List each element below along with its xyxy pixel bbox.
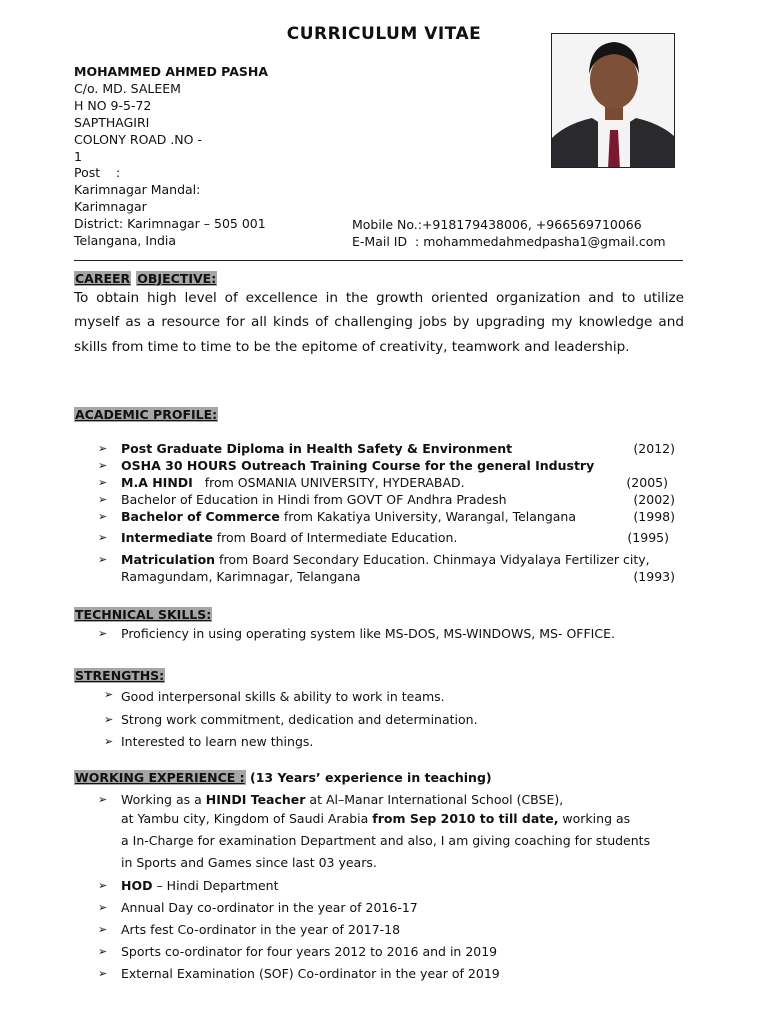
experience-list (98, 791, 691, 986)
candidate-name: MOHAMMED AHMED PASHA (74, 64, 269, 79)
list-item (98, 457, 675, 474)
academic-list (98, 440, 675, 585)
list-item (98, 941, 691, 963)
list-item (98, 919, 691, 941)
qualification-year: (2012) (633, 441, 675, 456)
contact-details (352, 217, 666, 251)
list-item (98, 474, 675, 491)
header-divider (74, 260, 683, 261)
address-line: Post : (74, 165, 121, 181)
arrow-bullet-icon: ➢ (98, 967, 108, 981)
arrow-bullet-icon: ➢ (98, 531, 108, 544)
strengths-heading (74, 665, 165, 684)
list-item (104, 731, 675, 754)
arrow-bullet-icon: ➢ (98, 793, 108, 806)
qualification-year: (2005) (626, 475, 668, 490)
qualification-bold: Intermediate (121, 530, 213, 545)
page-title: CURRICULUM VITAE (286, 24, 482, 44)
qualification-text: from Kakatiya University, Warangal, Telangana (279, 509, 577, 524)
arrow-bullet-icon: ➢ (98, 945, 108, 959)
experience-subtitle: (13 Years’ experience in teaching) (245, 770, 492, 785)
arrow-bullet-icon: ➢ (98, 553, 108, 566)
list-item (104, 709, 675, 732)
profile-photo (551, 33, 675, 168)
arrow-bullet-icon: ➢ (98, 510, 108, 523)
arrow-bullet-icon: ➢ (98, 627, 108, 640)
email-address[interactable]: mohammedahmedpasha1@gmail.com (423, 233, 666, 249)
list-item: ➢ Working as a HINDI Teacher at Al–Manar International School (CBSE), at Yambu city, Kingdom of Saudi Arabia from Sep 2010 to till date, working as a In-Charge for examination Department and also, I am giving coaching for students in Sports and Games since last 03 years. (98, 792, 651, 871)
strengths-heading-label: STRENGTHS: (75, 668, 165, 683)
skill-text: Proficiency in using operating system like MS-DOS, MS-WINDOWS, MS- OFFICE. (121, 626, 615, 641)
address-line: District: Karimnagar – 505 001 (74, 216, 266, 232)
academic-heading-label: ACADEMIC PROFILE: (75, 407, 218, 422)
qualification-bold: M.A HINDI (121, 475, 193, 490)
arrow-bullet-icon: ➢ (98, 459, 108, 472)
email-label: E-Mail ID : (352, 233, 424, 249)
academic-list-block (98, 440, 675, 585)
qualification-text: from OSMANIA UNIVERSITY, HYDERABAD. (192, 475, 465, 490)
qualification-text-line2: Ramagundam, Karimnagar, Telangana (121, 569, 361, 584)
job-duration: from Sep 2010 to till date, (372, 811, 559, 826)
qualification-year: (1993) (633, 569, 675, 584)
email-line (352, 234, 666, 251)
mobile-line (352, 217, 666, 234)
experience-heading-label: WORKING EXPERIENCE : (75, 770, 245, 785)
qualification-year: (1998) (633, 509, 675, 524)
list-item (98, 897, 691, 919)
experience-item-text: Sports co-ordinator for four years 2012 to 2016 and in 2019 (121, 944, 498, 960)
career-heading-word: CAREER (75, 271, 131, 286)
qualification-year: (2002) (633, 492, 675, 507)
career-objective-heading (74, 268, 217, 287)
arrow-bullet-icon: ➢ (98, 923, 108, 937)
qualification-bold: Matriculation (121, 552, 216, 567)
list-item (104, 686, 675, 709)
technical-list-block (98, 625, 675, 642)
qualification-text: from Board Secondary Education. Chinmaya Vidyalaya Fertilizer city, (215, 552, 650, 567)
technical-list (98, 625, 675, 642)
career-objective-text: To obtain high level of excellence in the growth oriented organization and to utilize myself as a resource for all kinds of challenging jobs by upgrading my knowledge and skills from time to time to be the epitome of creativity, teamwork and leadership. (74, 290, 684, 355)
list-item (98, 875, 691, 897)
strength-text: Interested to learn new things. (121, 734, 314, 749)
experience-item-text: Arts fest Co-ordinator in the year of 2017-18 (121, 922, 401, 938)
job-title: HINDI Teacher (205, 792, 306, 807)
list-item (98, 440, 675, 457)
qualification-text: from Board of Intermediate Education. (212, 530, 458, 545)
qualification-bold: OSHA 30 HOURS Outreach Training Course for the general Industry (121, 458, 595, 473)
strengths-list-block (104, 686, 675, 754)
list-item (98, 508, 675, 525)
list-item (98, 963, 691, 985)
working-experience-heading (74, 770, 492, 785)
strengths-list (104, 686, 675, 754)
list-item (98, 625, 675, 642)
qualification-year: (1995) (627, 530, 669, 545)
address-line: Karimnagar Mandal: (74, 182, 201, 198)
address-line: SAPTHAGIRI (74, 114, 150, 130)
experience-item-text: Annual Day co-ordinator in the year of 2016-17 (121, 899, 418, 915)
list-item (98, 529, 675, 546)
address-line: Telangana, India (74, 233, 177, 249)
academic-profile-heading (74, 404, 218, 423)
qualification-bold: Post Graduate Diploma in Health Safety & Environment (121, 441, 513, 456)
address-line: 1 (74, 148, 82, 164)
arrow-bullet-icon: ➢ (104, 712, 114, 726)
arrow-bullet-icon: ➢ (98, 476, 108, 489)
address-line: H NO 9-5-72 (74, 97, 152, 113)
experience-item-text: External Examination (SOF) Co-ordinator in the year of 2019 (121, 966, 500, 982)
strength-text: Strong work commitment, dedication and determination. (121, 711, 478, 727)
arrow-bullet-icon: ➢ (98, 878, 108, 892)
arrow-bullet-icon: ➢ (98, 493, 108, 506)
mobile-number: +918179438006, +966569710066 (421, 217, 642, 232)
qualification-bold: Bachelor of Commerce (121, 509, 280, 524)
address-line: COLONY ROAD .NO - (74, 131, 202, 147)
hod-text: – Hindi Department (152, 877, 279, 893)
arrow-bullet-icon: ➢ (98, 442, 108, 455)
list-item (98, 551, 675, 585)
strength-text: Good interpersonal skills & ability to work in teams. (121, 689, 445, 704)
qualification-text: Bachelor of Education in Hindi from GOVT OF Andhra Pradesh (121, 492, 507, 507)
technical-skills-heading (74, 604, 212, 623)
arrow-bullet-icon: ➢ (104, 688, 114, 701)
arrow-bullet-icon: ➢ (104, 735, 114, 748)
arrow-bullet-icon: ➢ (98, 900, 108, 914)
objective-heading-word: OBJECTIVE: (137, 271, 217, 286)
experience-list-block (98, 791, 691, 986)
mobile-label: Mobile No.: (352, 217, 422, 232)
address-block (74, 64, 268, 250)
portrait-image (552, 34, 675, 168)
hod-label: HOD (121, 877, 153, 893)
list-item (98, 491, 675, 508)
address-line: C/o. MD. SALEEM (74, 80, 181, 96)
technical-heading-label: TECHNICAL SKILLS: (75, 607, 212, 622)
address-line: Karimnagar (74, 199, 147, 215)
